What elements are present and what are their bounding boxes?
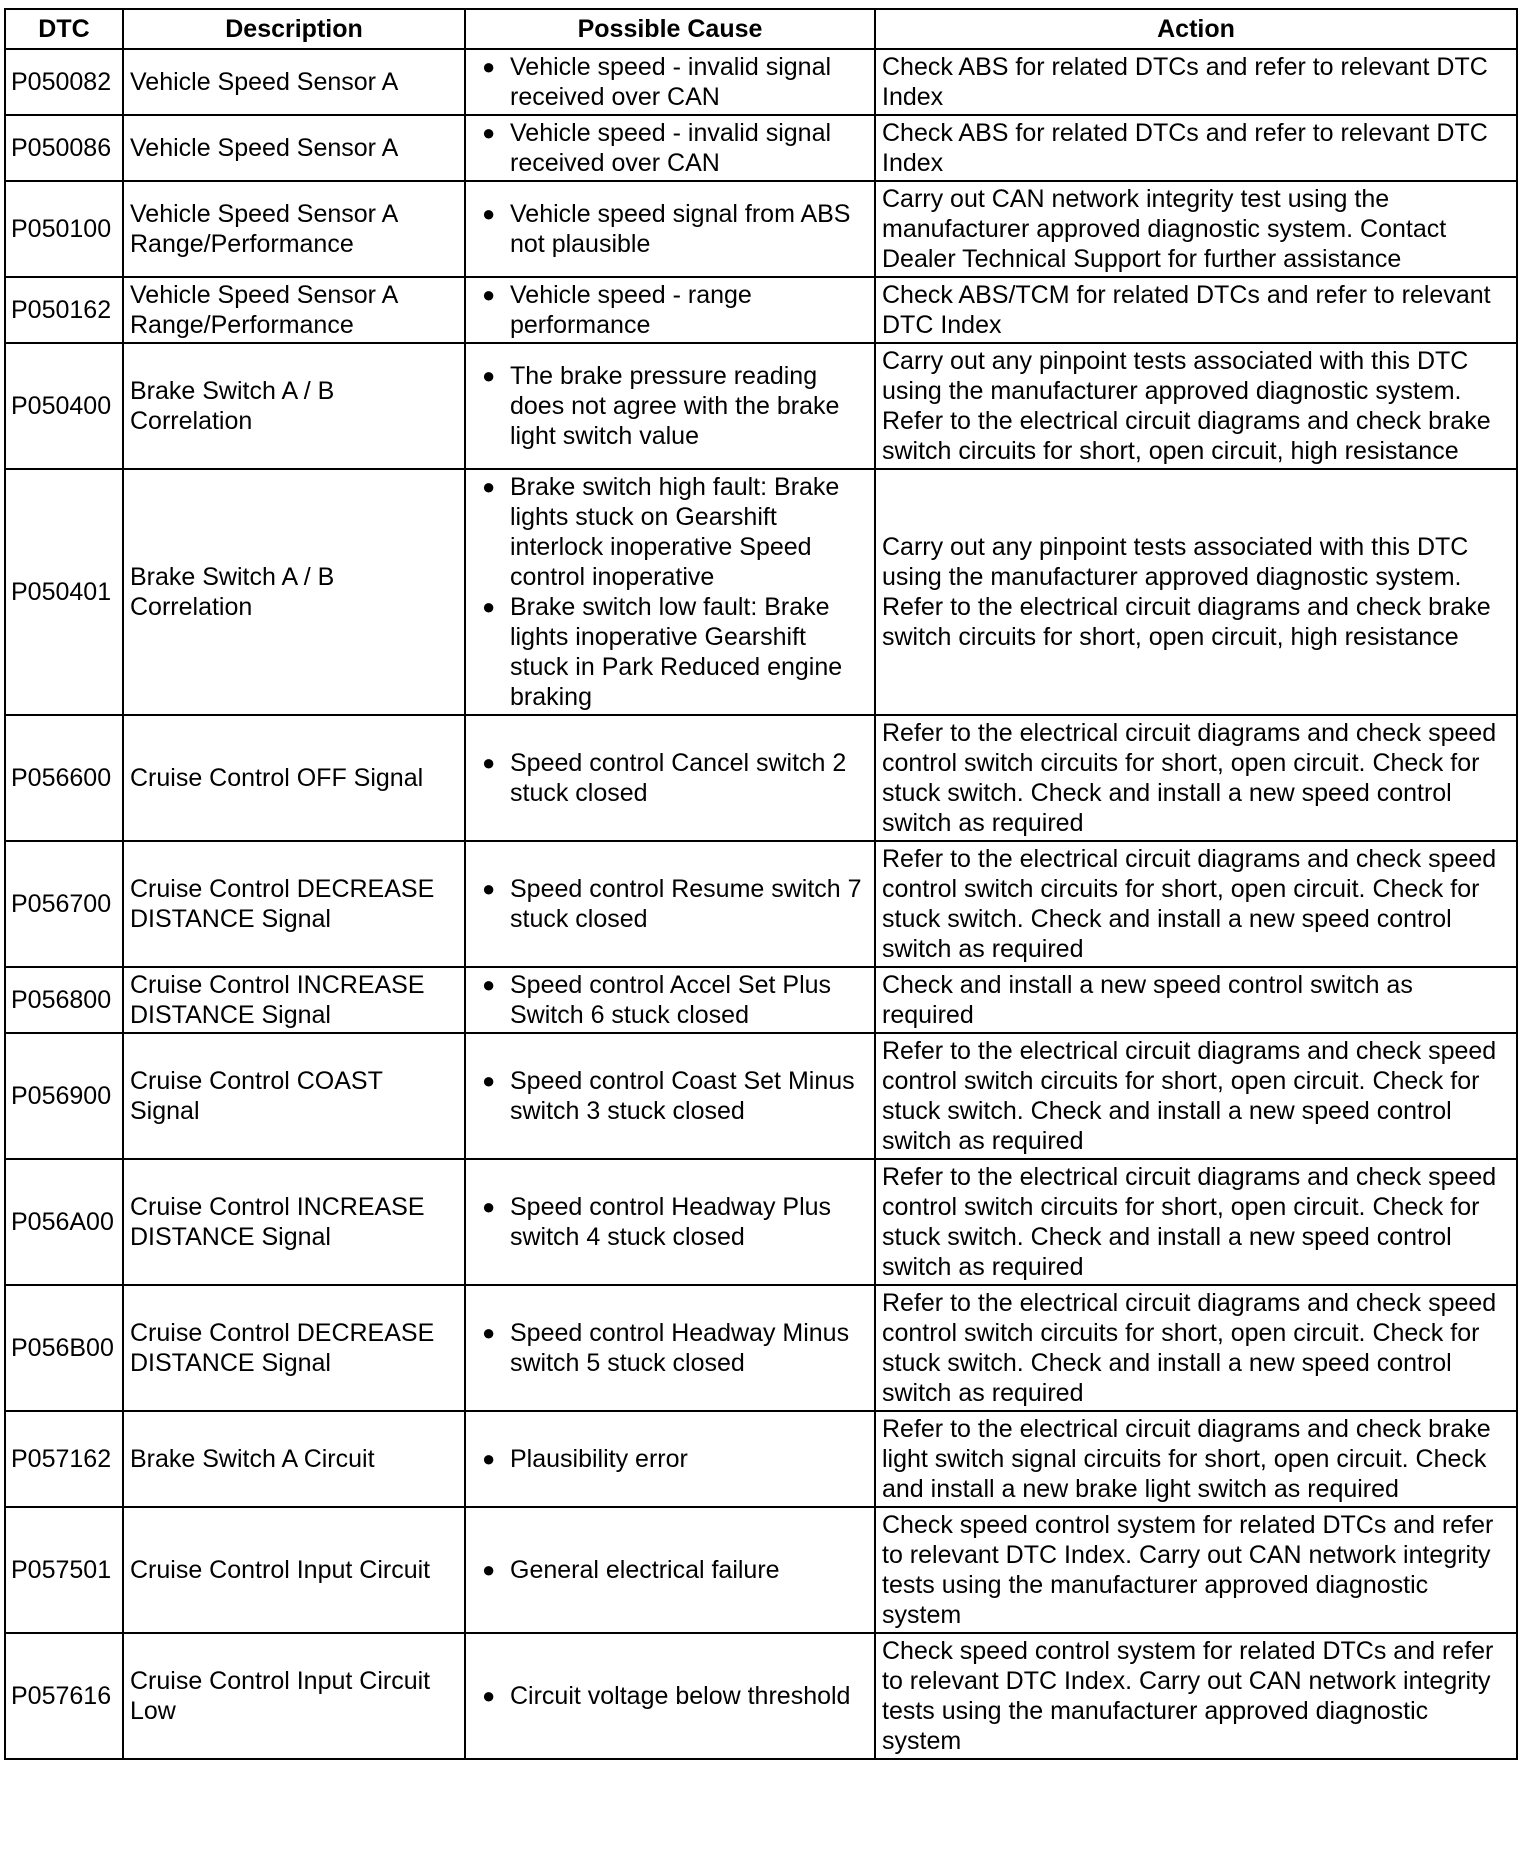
dtc-description: Cruise Control DECREASE DISTANCE Signal [123,841,465,967]
dtc-table [4,8,1518,1760]
dtc-code: P050082 [5,49,123,115]
table-body [5,49,1517,1759]
cause-item [472,52,868,112]
dtc-action: Refer to the electrical circuit diagrams and check brake light switch signal circuits for short, open circuit. Check and install a new brake light switch as required [875,1411,1517,1507]
cause-text: Speed control Coast Set Minus switch 3 stuck closed [510,1067,855,1125]
cause-list [472,1444,868,1474]
header-description: Description [123,9,465,49]
table-row [5,181,1517,277]
cause-item [472,1444,868,1474]
possible-cause-cell [465,1033,875,1159]
table-row [5,841,1517,967]
bullet-icon: ● [482,1446,496,1471]
cause-list [472,199,868,259]
dtc-description: Brake Switch A / B Correlation [123,469,465,715]
dtc-code: P050401 [5,469,123,715]
dtc-action: Check ABS for related DTCs and refer to relevant DTC Index [875,49,1517,115]
table-row [5,277,1517,343]
cause-list [472,118,868,178]
possible-cause-cell [465,277,875,343]
table-row [5,115,1517,181]
cause-item [472,592,868,712]
possible-cause-cell [465,1507,875,1633]
possible-cause-cell [465,1633,875,1759]
table-row [5,1285,1517,1411]
cause-item [472,1681,868,1711]
cause-list [472,361,868,451]
cause-list [472,1192,868,1252]
bullet-icon: ● [482,750,496,775]
dtc-action: Carry out any pinpoint tests associated with this DTC using the manufacturer approved diagnostic system. Refer to the electrical circuit diagrams and check brake switch circuits for short, open circuit, high resistance [875,343,1517,469]
cause-text: Speed control Cancel switch 2 stuck closed [510,749,847,807]
cause-list [472,52,868,112]
dtc-code: P056A00 [5,1159,123,1285]
table-row [5,1507,1517,1633]
cause-text: Brake switch high fault: Brake lights stuck on Gearshift interlock inoperative Speed control inoperative [510,473,840,591]
cause-list [472,472,868,712]
dtc-description: Vehicle Speed Sensor A [123,49,465,115]
possible-cause-cell [465,967,875,1033]
dtc-description: Cruise Control Input Circuit [123,1507,465,1633]
cause-item [472,970,868,1030]
dtc-description: Cruise Control OFF Signal [123,715,465,841]
cause-item [472,199,868,259]
bullet-icon: ● [482,201,496,226]
bullet-icon: ● [482,54,496,79]
possible-cause-cell [465,841,875,967]
table-row [5,715,1517,841]
possible-cause-cell [465,1411,875,1507]
possible-cause-cell [465,1159,875,1285]
bullet-icon: ● [482,594,496,619]
cause-item [472,280,868,340]
dtc-action: Check ABS/TCM for related DTCs and refer to relevant DTC Index [875,277,1517,343]
bullet-icon: ● [482,1683,496,1708]
table-row [5,1633,1517,1759]
cause-item [472,361,868,451]
cause-list [472,1066,868,1126]
cause-item [472,1192,868,1252]
cause-item [472,1066,868,1126]
dtc-code: P056600 [5,715,123,841]
dtc-action: Check speed control system for related DTCs and refer to relevant DTC Index. Carry out CAN network integrity tests using the manufacturer approved diagnostic system [875,1507,1517,1633]
possible-cause-cell [465,49,875,115]
cause-item [472,1318,868,1378]
cause-item [472,748,868,808]
table-row [5,1033,1517,1159]
dtc-action: Check speed control system for related DTCs and refer to relevant DTC Index. Carry out CAN network integrity tests using the manufacturer approved diagnostic system [875,1633,1517,1759]
dtc-description: Vehicle Speed Sensor A Range/Performance [123,181,465,277]
cause-text: Vehicle speed - invalid signal received over CAN [510,119,832,177]
dtc-action: Refer to the electrical circuit diagrams and check speed control switch circuits for short, open circuit. Check for stuck switch. Check and install a new speed control switch as required [875,841,1517,967]
table-row [5,1159,1517,1285]
dtc-description: Brake Switch A / B Correlation [123,343,465,469]
possible-cause-cell [465,115,875,181]
cause-text: Speed control Headway Minus switch 5 stuck closed [510,1319,850,1377]
dtc-code: P050400 [5,343,123,469]
dtc-code: P057501 [5,1507,123,1633]
dtc-code: P050162 [5,277,123,343]
cause-text: Speed control Headway Plus switch 4 stuck closed [510,1193,832,1251]
bullet-icon: ● [482,1557,496,1582]
bullet-icon: ● [482,972,496,997]
header-action: Action [875,9,1517,49]
possible-cause-cell [465,181,875,277]
cause-text: Circuit voltage below threshold [510,1682,851,1710]
dtc-code: P057162 [5,1411,123,1507]
cause-text: The brake pressure reading does not agree with the brake light switch value [510,362,840,450]
dtc-action: Refer to the electrical circuit diagrams and check speed control switch circuits for short, open circuit. Check for stuck switch. Check and install a new speed control switch as required [875,1285,1517,1411]
possible-cause-cell [465,343,875,469]
cause-list [472,1555,868,1585]
dtc-description: Vehicle Speed Sensor A [123,115,465,181]
cause-list [472,970,868,1030]
dtc-description: Cruise Control INCREASE DISTANCE Signal [123,967,465,1033]
table-row [5,1411,1517,1507]
dtc-code: P050100 [5,181,123,277]
dtc-action: Refer to the electrical circuit diagrams and check speed control switch circuits for short, open circuit. Check for stuck switch. Check and install a new speed control switch as required [875,1033,1517,1159]
dtc-code: P050086 [5,115,123,181]
cause-text: Vehicle speed - range performance [510,281,752,339]
dtc-description: Brake Switch A Circuit [123,1411,465,1507]
bullet-icon: ● [482,282,496,307]
bullet-icon: ● [482,1194,496,1219]
possible-cause-cell [465,715,875,841]
cause-item [472,1555,868,1585]
possible-cause-cell [465,1285,875,1411]
dtc-description: Vehicle Speed Sensor A Range/Performance [123,277,465,343]
cause-text: Vehicle speed signal from ABS not plausible [510,200,851,258]
dtc-description: Cruise Control Input Circuit Low [123,1633,465,1759]
bullet-icon: ● [482,120,496,145]
bullet-icon: ● [482,363,496,388]
table-header [5,9,1517,49]
cause-text: Speed control Resume switch 7 stuck closed [510,875,862,933]
dtc-code: P056900 [5,1033,123,1159]
header-row [5,9,1517,49]
table-row [5,967,1517,1033]
cause-list [472,748,868,808]
dtc-action: Refer to the electrical circuit diagrams and check speed control switch circuits for short, open circuit. Check for stuck switch. Check and install a new speed control switch as required [875,715,1517,841]
table-row [5,49,1517,115]
bullet-icon: ● [482,876,496,901]
header-dtc: DTC [5,9,123,49]
cause-item [472,118,868,178]
cause-list [472,1681,868,1711]
table-row [5,469,1517,715]
cause-list [472,874,868,934]
bullet-icon: ● [482,474,496,499]
cause-text: Speed control Accel Set Plus Switch 6 stuck closed [510,971,832,1029]
dtc-description: Cruise Control DECREASE DISTANCE Signal [123,1285,465,1411]
header-possible-cause: Possible Cause [465,9,875,49]
bullet-icon: ● [482,1068,496,1093]
dtc-code: P057616 [5,1633,123,1759]
table-row [5,343,1517,469]
cause-list [472,280,868,340]
dtc-code: P056800 [5,967,123,1033]
dtc-action: Check ABS for related DTCs and refer to relevant DTC Index [875,115,1517,181]
dtc-action: Check and install a new speed control switch as required [875,967,1517,1033]
cause-text: General electrical failure [510,1556,780,1584]
cause-item [472,472,868,592]
cause-text: Brake switch low fault: Brake lights inoperative Gearshift stuck in Park Reduced engine braking [510,593,843,711]
cause-text: Vehicle speed - invalid signal received over CAN [510,53,832,111]
cause-item [472,874,868,934]
dtc-code: P056700 [5,841,123,967]
possible-cause-cell [465,469,875,715]
dtc-action: Refer to the electrical circuit diagrams and check speed control switch circuits for short, open circuit. Check for stuck switch. Check and install a new speed control switch as required [875,1159,1517,1285]
cause-text: Plausibility error [510,1445,688,1473]
dtc-action: Carry out CAN network integrity test using the manufacturer approved diagnostic system. Contact Dealer Technical Support for further assistance [875,181,1517,277]
bullet-icon: ● [482,1320,496,1345]
dtc-action: Carry out any pinpoint tests associated with this DTC using the manufacturer approved diagnostic system. Refer to the electrical circuit diagrams and check brake switch circuits for short, open circuit, high resistance [875,469,1517,715]
dtc-code: P056B00 [5,1285,123,1411]
dtc-description: Cruise Control INCREASE DISTANCE Signal [123,1159,465,1285]
cause-list [472,1318,868,1378]
dtc-description: Cruise Control COAST Signal [123,1033,465,1159]
